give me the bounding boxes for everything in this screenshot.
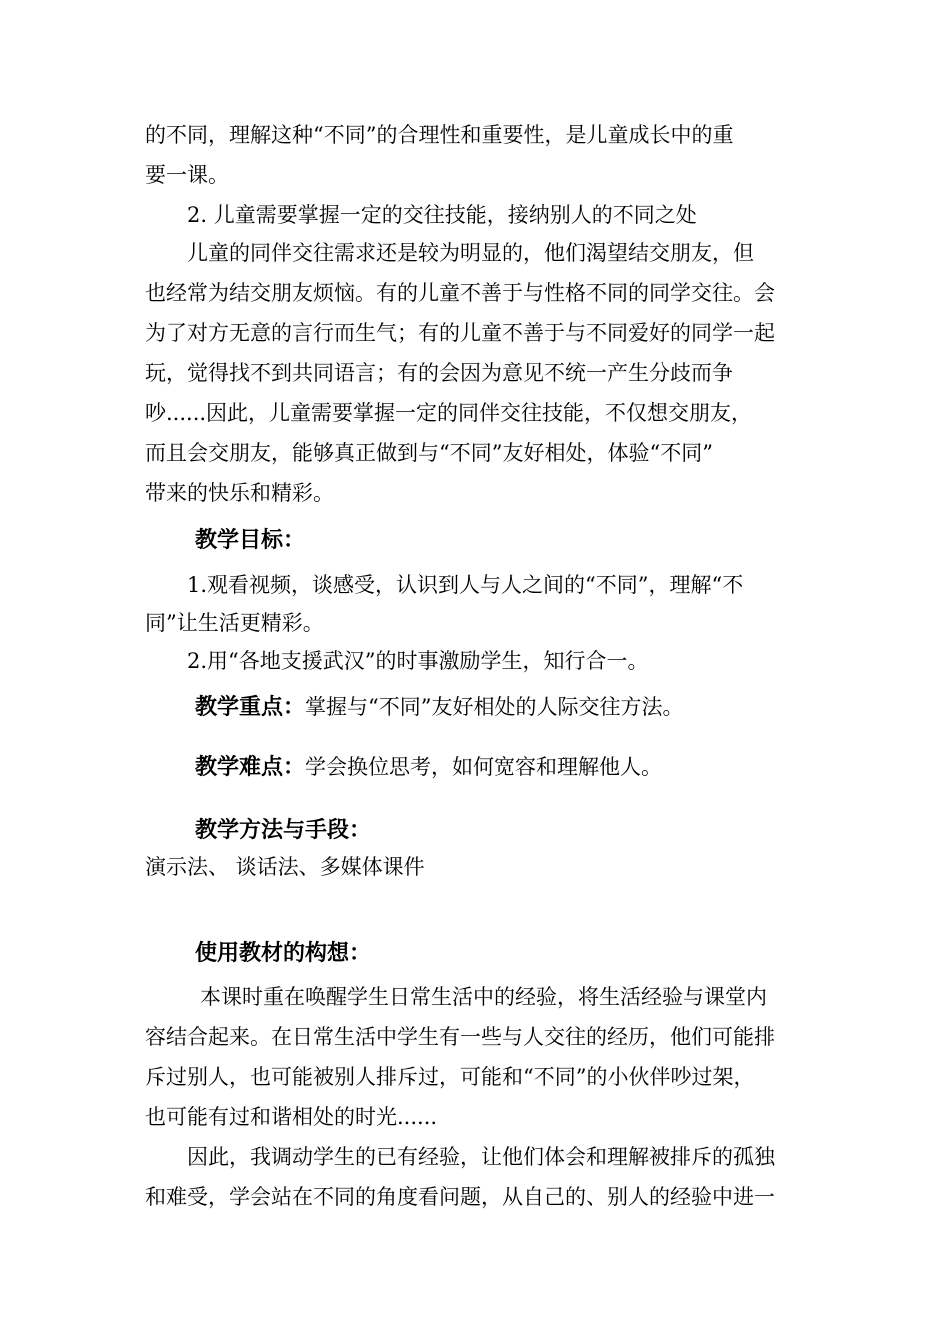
paragraph-line: 玩，觉得找不到共同语言；有的会因为意见不统一产生分歧而争 [145,361,733,385]
concept-line: 本课时重在唤醒学生日常生活中的经验，将生活经验与课堂内 [200,985,767,1009]
difficulty-row [145,750,662,781]
key-point-heading: 教学重点： [195,695,306,720]
concept-line: 容结合起来。在日常生活中学生有一些与人交往的经历，他们可能排 [145,1025,775,1049]
paragraph-line: 也经常为结交朋友烦恼。有的儿童不善于与性格不同的同学交往。会 [145,281,775,305]
concept-line: 和难受，学会站在不同的角度看问题，从自己的、别人的经验中进一 [145,1185,775,1209]
key-point-row [145,690,684,721]
paragraph-line: 而且会交朋友，能够真正做到与“不同”友好相处，体验“不同” [145,441,713,465]
goal-line: 2.用“各地支援武汉”的时事激励学生，知行合一。 [187,649,649,673]
paragraph-line: 的不同，理解这种“不同”的合理性和重要性，是儿童成长中的重 [145,123,734,147]
goal-line: 1.观看视频，谈感受，认识到人与人之间的“不同”，理解“不 [187,573,744,597]
concept-line: 斥过别人，也可能被别人排斥过，可能和“不同”的小伙伴吵过架， [145,1065,755,1089]
paragraph-line: 为了对方无意的言行而生气；有的儿童不善于与不同爱好的同学一起 [145,321,775,345]
goal-line: 同”让生活更精彩。 [145,611,324,635]
paragraph-line: 要一课。 [145,163,229,187]
paragraph-line: 儿童的同伴交往需求还是较为明显的，他们渴望结交朋友，但 [187,241,754,265]
methods-heading: 教学方法与手段： [195,818,372,843]
section-subtitle: 2. 儿童需要掌握一定的交往技能，接纳别人的不同之处 [187,203,697,227]
methods-text: 演示法、 谈话法、多媒体课件 [145,855,425,879]
concept-heading: 使用教材的构想： [195,941,372,966]
difficulty-text: 学会换位思考，如何宽容和理解他人。 [305,755,663,779]
concept-line: 因此，我调动学生的已有经验，让他们体会和理解被排斥的孤独 [187,1145,775,1169]
paragraph-line: 吵......因此，儿童需要掌握一定的同伴交往技能，不仅想交朋友， [145,401,753,425]
key-point-text: 掌握与“不同”友好相处的人际交往方法。 [305,695,684,719]
goals-heading: 教学目标： [195,528,306,553]
concept-line: 也可能有过和谐相处的时光...... [145,1105,438,1129]
difficulty-heading: 教学难点： [195,755,306,780]
paragraph-line: 带来的快乐和精彩。 [145,481,334,505]
